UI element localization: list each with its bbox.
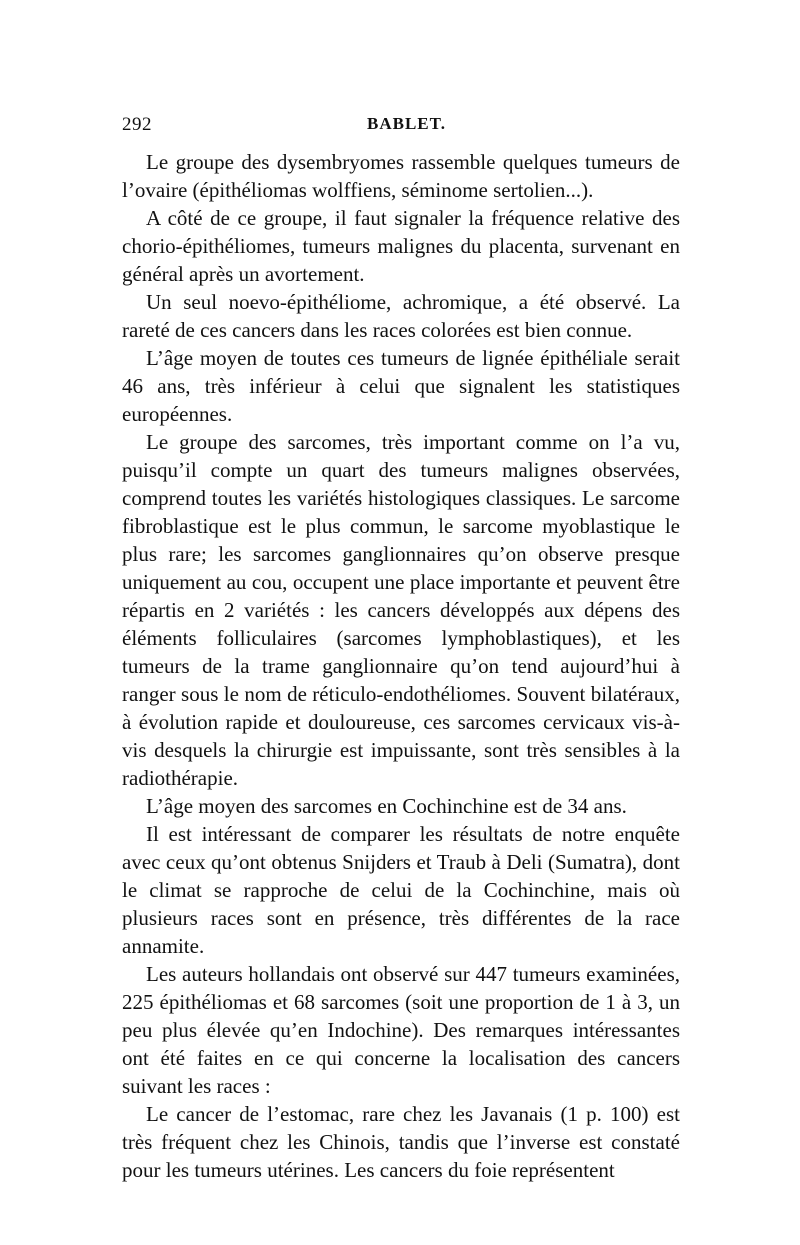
paragraph-auteurs-hollandais: Les auteurs hollandais ont observé sur 447 tumeurs examinées, 225 épithéliomas et 68 sarcomes (soit une proportion de 1 à 3, un peu plus élevée qu’en Indochine). Des remarques intéressantes ont été faites en ce qui concerne la localisation des cancers suivant les races : bbox=[122, 962, 680, 1098]
paragraph-sarcomes: Le groupe des sarcomes, très important comme on l’a vu, puisqu’il compte un quart des tumeurs malignes observées, comprend toutes les variétés histologiques classiques. Le sarcome fibroblastique est le plus commun, le sarcome myoblastique le plus rare; les sarcomes ganglionnaires qu’on observe presque uniquement au cou, occupent une place importante et peuvent être répartis en 2 variétés : les cancers développés aux dépens des éléments folliculaires (sarcomes lymphoblastiques), et les tumeurs de la trame ganglionnaire qu’on tend aujourd’hui à ranger sous le nom de réticulo-endothéliomes. Souvent bilatéraux, à évolution rapide et douloureuse, ces sarcomes cervicaux vis-à-vis desquels la chirurgie est impuissante, sont très sensibles à la radiothérapie. bbox=[122, 430, 680, 790]
page-header bbox=[122, 114, 680, 138]
paragraph-dysembryomes: Le groupe des dysembryomes rassemble quelques tumeurs de l’ovaire (épithéliomas wolffiens, séminome sertolien...). bbox=[122, 150, 680, 202]
paragraph-age-sarcomes: L’âge moyen des sarcomes en Cochinchine est de 34 ans. bbox=[146, 794, 627, 818]
running-head: BABLET. bbox=[367, 114, 446, 133]
paragraph-cancer-estomac: Le cancer de l’estomac, rare chez les Javanais (1 p. 100) est très fréquent chez les Chinois, tandis que l’inverse est constaté pour les tumeurs utérines. Les cancers du foie représentent bbox=[122, 1102, 680, 1182]
paragraph-noevo-epitheliome: Un seul noevo-épithéliome, achromique, a été observé. La rareté de ces cancers dans les races colorées est bien connue. bbox=[122, 290, 680, 342]
body-text bbox=[122, 148, 680, 1184]
page-number: 292 bbox=[122, 114, 152, 135]
paragraph-comparaison-sumatra: Il est intéressant de comparer les résultats de notre enquête avec ceux qu’ont obtenus Snijders et Traub à Deli (Sumatra), dont le climat se rapproche de celui de la Cochinchine, mais où plusieurs races sont en présence, très différentes de la race annamite. bbox=[122, 822, 680, 958]
paragraph-chorio-epitheliomes: A côté de ce groupe, il faut signaler la fréquence relative des chorio-épithéliomes, tumeurs malignes du placenta, survenant en général après un avortement. bbox=[122, 206, 680, 286]
paragraph-age-epitheliales: L’âge moyen de toutes ces tumeurs de lignée épithéliale serait 46 ans, très inférieur à celui que signalent les statistiques européennes. bbox=[122, 346, 680, 426]
